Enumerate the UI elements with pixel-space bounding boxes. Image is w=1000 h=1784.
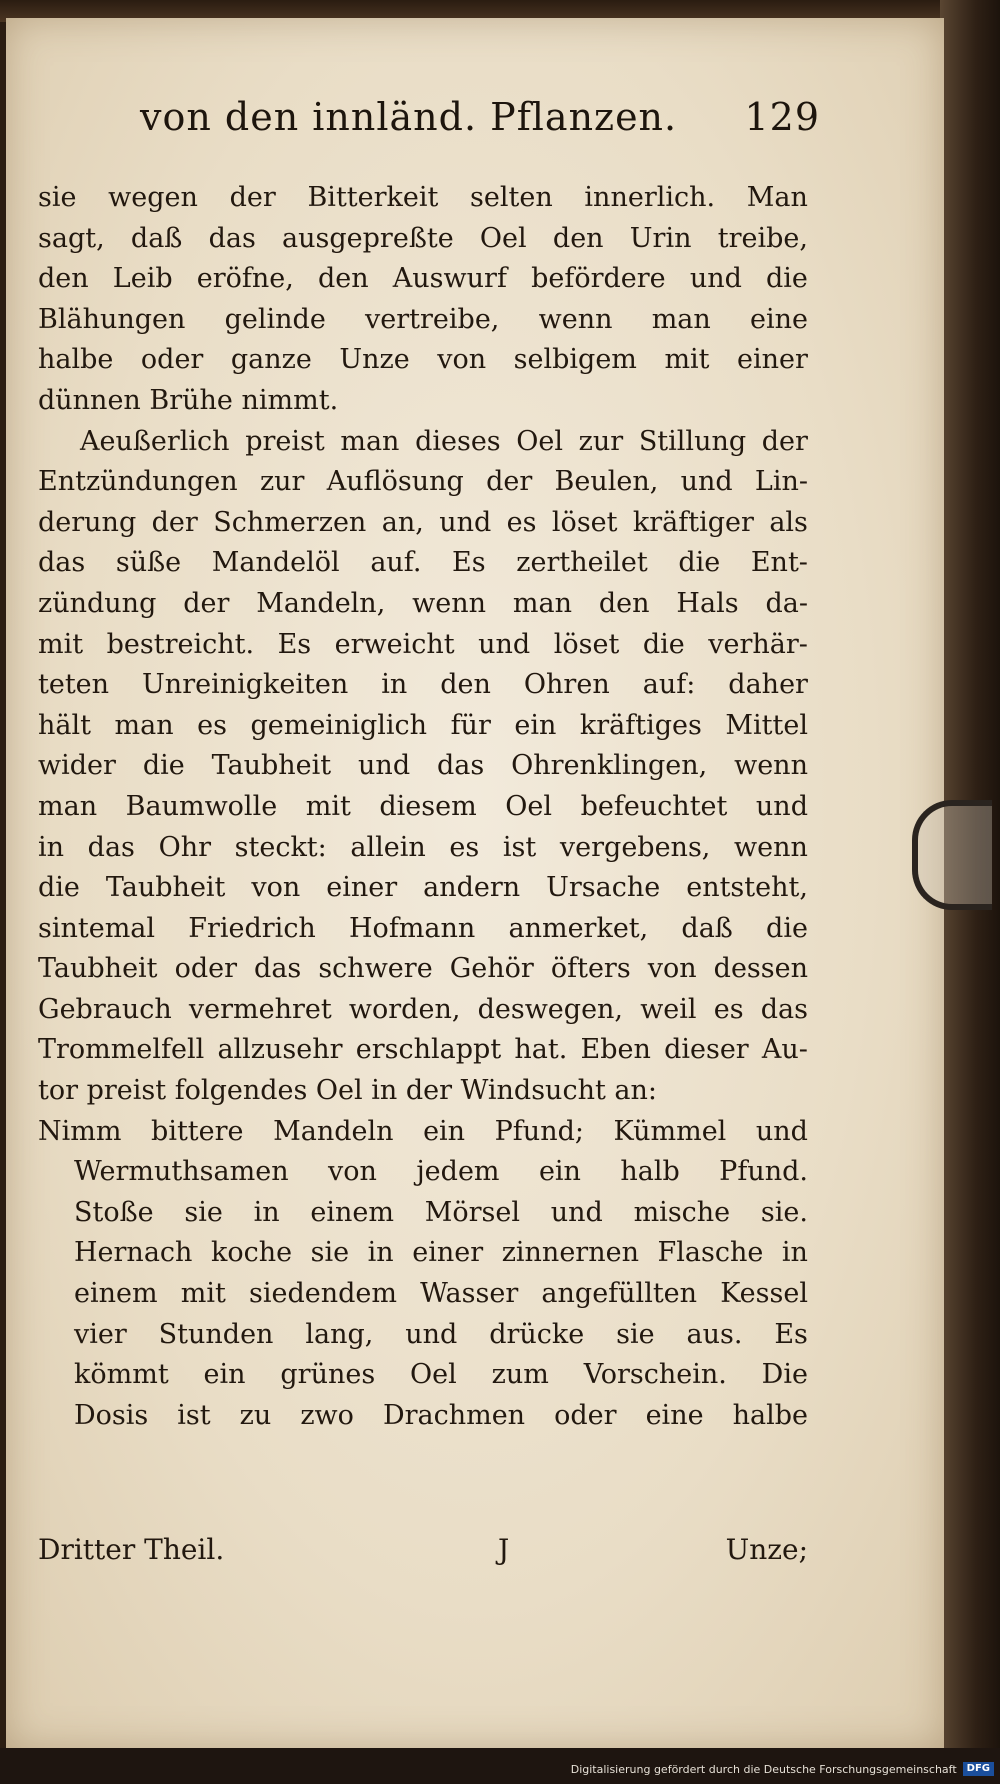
page-clip — [912, 800, 992, 910]
body-text — [38, 178, 808, 1436]
text-line: Gebrauch vermehret worden, deswegen, weil es das — [38, 993, 808, 1025]
running-head — [140, 95, 820, 155]
text-line: kömmt ein grünes Oel zum Vorschein. Die — [74, 1359, 808, 1391]
text-line: man Baumwolle mit diesem Oel befeuchtet und — [38, 790, 808, 822]
text-line: Entzündungen zur Auflösung der Beulen, und Lin- — [38, 466, 808, 498]
text-line: tor preist folgendes Oel in der Windsucht an: — [38, 1075, 657, 1107]
text-line: Taubheit oder das schwere Gehör öfters von dessen — [38, 953, 808, 985]
text-line: die Taubheit von einer andern Ursache entsteht, — [38, 872, 808, 904]
text-line: derung der Schmerzen an, und es löset kräftiger als — [38, 506, 808, 538]
text-line: Stoße sie in einem Mörsel und mische sie. — [74, 1196, 808, 1228]
text-line: dünnen Brühe nimmt. — [38, 384, 339, 416]
text-line: einem mit siedendem Wasser angefüllten Kessel — [74, 1278, 808, 1310]
catchword: Unze; — [725, 1533, 808, 1566]
text-line: das süße Mandelöl auf. Es zertheilet die Ent- — [38, 547, 808, 579]
gathering-mark: J — [498, 1533, 510, 1566]
digitization-credit — [571, 1760, 994, 1778]
text-line: zündung der Mandeln, wenn man den Hals da- — [38, 587, 808, 619]
text-line: den Leib eröfne, den Auswurf befördere und die — [38, 263, 808, 295]
text-line: Aeußerlich preist man dieses Oel zur Stillung der — [80, 425, 808, 457]
text-line: Nimm bittere Mandeln ein Pfund; Kümmel und — [38, 1115, 808, 1147]
text-line: hält man es gemeiniglich für ein kräftiges Mittel — [38, 709, 808, 741]
text-line: sintemal Friedrich Hofmann anmerket, daß die — [38, 912, 808, 944]
text-line: Trommelfell allzusehr erschlappt hat. Eben dieser Au- — [38, 1034, 808, 1066]
credit-text: Digitalisierung gefördert durch die Deutsche Forschungsgemeinschaft — [570, 1762, 957, 1776]
page-footer — [38, 1533, 808, 1575]
text-line: Blähungen gelinde vertreibe, wenn man eine — [38, 303, 808, 335]
text-line: mit bestreicht. Es erweicht und löset die verhär- — [38, 628, 808, 660]
text-line: halbe oder ganze Unze von selbigem mit einer — [38, 344, 808, 376]
text-line: in das Ohr steckt: allein es ist vergebens, wenn — [38, 831, 808, 863]
text-line: Wermuthsamen von jedem ein halb Pfund. — [74, 1156, 808, 1188]
volume-signature: Dritter Theil. — [38, 1533, 225, 1566]
text-line: Hernach koche sie in einer zinnernen Flasche in — [74, 1237, 808, 1269]
dfg-logo: DFG — [963, 1762, 994, 1776]
text-line: Dosis ist zu zwo Drachmen oder eine halbe — [74, 1399, 808, 1431]
text-line: sagt, daß das ausgepreßte Oel den Urin treibe, — [38, 222, 808, 254]
running-head-title: von den innländ. Pflanzen. — [140, 95, 678, 139]
text-line: wider die Taubheit und das Ohrenklingen, wenn — [38, 750, 808, 782]
text-line: vier Stunden lang, und drücke sie aus. Es — [74, 1318, 808, 1350]
text-line: teten Unreinigkeiten in den Ohren auf: daher — [38, 669, 808, 701]
page-number: 129 — [744, 95, 820, 139]
text-line: sie wegen der Bitterkeit selten innerlich. Man — [38, 182, 808, 213]
